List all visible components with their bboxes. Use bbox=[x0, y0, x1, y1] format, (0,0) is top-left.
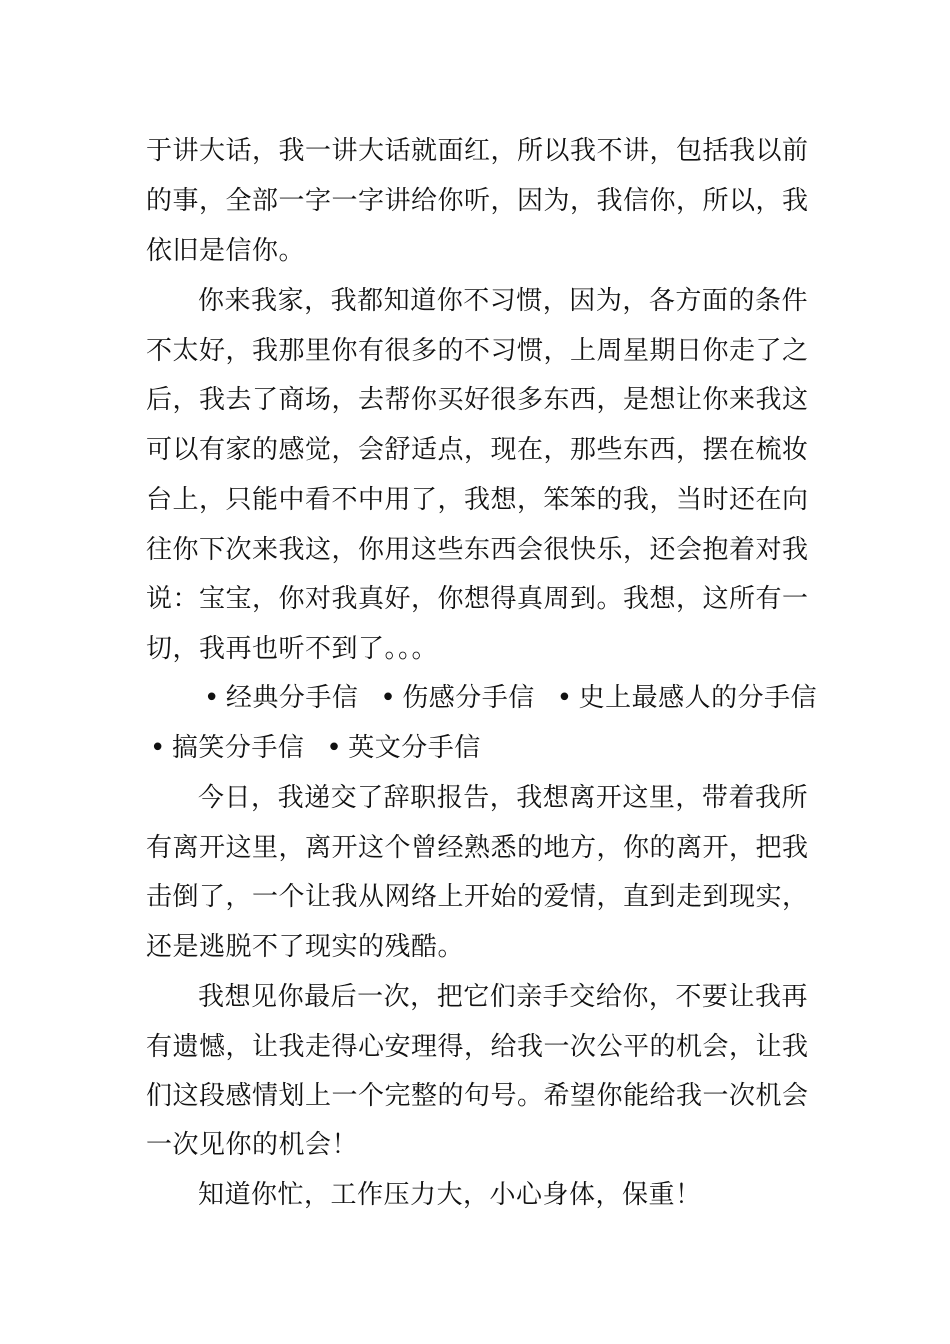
bullet-icon: • bbox=[150, 733, 166, 763]
paragraph-line: 台上，只能中看不中用了，我想，笨笨的我，当时还在向 bbox=[146, 485, 809, 515]
paragraph-line: 有遗憾，让我走得心安理得，给我一次公平的机会，让我 bbox=[146, 1032, 809, 1062]
related-link-1[interactable]: • 经典分手信 bbox=[204, 683, 359, 713]
bullet-icon: • bbox=[556, 683, 573, 713]
paragraph-line: 后，我去了商场，去帮你买好很多东西，是想让你来我这 bbox=[146, 385, 809, 415]
paragraph-line: 一次见你的机会！ bbox=[146, 1130, 359, 1160]
paragraph-line: 今日，我递交了辞职报告，我想离开这里，带着我所 bbox=[198, 783, 808, 813]
paragraph-line: 依旧是信你。 bbox=[146, 236, 306, 266]
paragraph-line: 可以有家的感觉，会舒适点，现在，那些东西，摆在梳妆 bbox=[146, 435, 809, 465]
related-link-5[interactable]: • 英文分手信 bbox=[326, 733, 481, 763]
bullet-icon: • bbox=[204, 683, 220, 713]
paragraph-line: 你来我家，我都知道你不习惯，因为，各方面的条件 bbox=[198, 286, 808, 316]
paragraph-line: 的事，全部一字一字讲给你听，因为，我信你，所以，我 bbox=[146, 186, 809, 216]
paragraph-line: 们这段感情划上一个完整的句号。希望你能给我一次机会 bbox=[146, 1081, 809, 1111]
bullet-icon: • bbox=[326, 733, 343, 763]
paragraph-line: 击倒了，一个让我从网络上开始的爱情，直到走到现实， bbox=[146, 882, 809, 912]
related-link-4[interactable]: • 搞笑分手信 bbox=[150, 733, 305, 763]
paragraph-line: 还是逃脱不了现实的残酷。 bbox=[146, 932, 465, 962]
paragraph-line: 切，我再也听不到了。。。 bbox=[146, 634, 439, 664]
paragraph-line: 于讲大话，我一讲大话就面红，所以我不讲，包括我以前 bbox=[146, 136, 809, 166]
paragraph-line: 往你下次来我这，你用这些东西会很快乐，还会抱着对我 bbox=[146, 535, 809, 565]
related-link-2[interactable]: • 伤感分手信 bbox=[380, 683, 535, 713]
paragraph-line: 有离开这里，离开这个曾经熟悉的地方，你的离开，把我 bbox=[146, 833, 809, 863]
paragraph-line: 不太好，我那里你有很多的不习惯，上周星期日你走了之 bbox=[146, 336, 809, 366]
paragraph-line: 说：宝宝，你对我真好，你想得真周到。我想，这所有一 bbox=[146, 584, 809, 614]
bullet-icon: • bbox=[380, 683, 397, 713]
related-links-row bbox=[204, 683, 817, 713]
related-link-3[interactable]: • 史上最感人的分手信 bbox=[556, 683, 818, 713]
paragraph-line: 我想见你最后一次，把它们亲手交给你，不要让我再 bbox=[198, 982, 808, 1012]
related-links-row bbox=[150, 733, 503, 763]
paragraph-line: 知道你忙，工作压力大，小心身体，保重！ bbox=[198, 1180, 702, 1210]
